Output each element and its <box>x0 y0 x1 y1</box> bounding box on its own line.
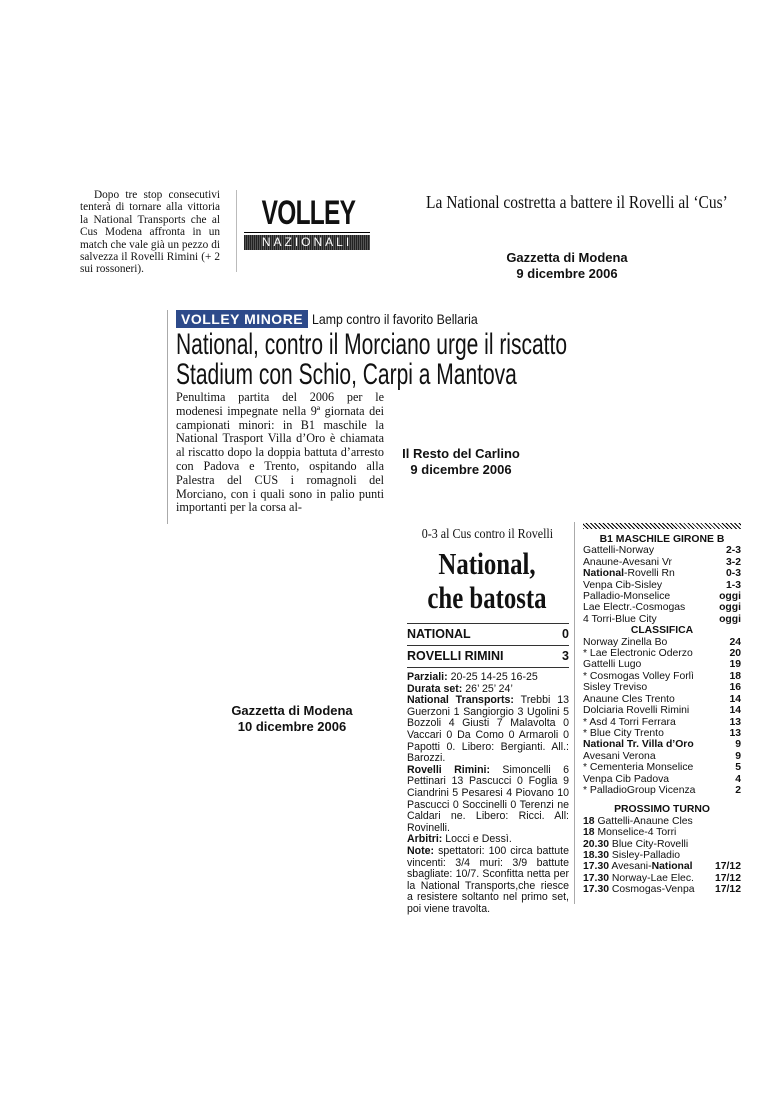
classifica-row <box>583 682 741 693</box>
fixture: 17.30 Avesani-National <box>583 861 693 873</box>
report-parziali: Parziali: 20-25 14-25 16-25 <box>407 671 538 683</box>
source-name: Il Resto del Carlino <box>402 446 520 461</box>
team-points: 9 <box>735 750 741 762</box>
match-name: Venpa Cib-Sisley <box>583 579 663 591</box>
spacer <box>583 796 741 804</box>
classifica-row <box>583 705 741 716</box>
fixture-time: 17.30 <box>583 872 610 884</box>
match-name: National-Rovelli Rn <box>583 568 675 580</box>
fixture-date: 17/12 <box>714 884 741 896</box>
classifica-row <box>583 671 741 682</box>
score-rule <box>407 645 569 646</box>
team-name: NATIONAL <box>407 627 471 641</box>
standings-header: B1 MASCHILE GIRONE B <box>599 534 725 545</box>
article-2-body: Penultima partita del 2006 per le modenesi impegnate nella 9ª giornata dei campionati minori: in B1 maschile la National Trasport Villa d’Oro è chiamata al riscatto dopo la doppia battuta d’arresto con Padova e Trento, ospitando alla Palestra del CUS i romagnoli del Morciano, con i quali sono in palio punti importanti per la corsa al- <box>176 391 384 515</box>
team-points: 5 <box>735 762 741 774</box>
classifica-row <box>583 648 741 659</box>
article-3-kicker <box>404 527 570 543</box>
report-note: Note: spettatori: 100 circa battute vincenti: 3/4 muri: 3/9 battute sbagliate: 10/7. Sconfitta netta per la National Transports,che riesce a resistere soltanto nel primo set, poi viene travolta. <box>407 844 569 915</box>
logo-rule <box>244 232 370 233</box>
classifica-row <box>583 751 741 762</box>
team-points: 18 <box>729 670 741 682</box>
team-points: 19 <box>729 659 741 671</box>
prossimo-list <box>583 816 741 896</box>
classifica-row <box>583 774 741 785</box>
match-result: 2-3 <box>725 545 741 557</box>
article-1-body: Dopo tre stop consecutivi tenterà di tornare alla vittoria la National Transports che al Cus Modena affronta in un match che vale già un pezzo di salvezza il Rovelli Rimini (+ 2 sui rossoneri). <box>80 189 220 276</box>
fixture-row <box>583 861 741 872</box>
match-result: oggi <box>719 613 741 625</box>
fixture: 18 Monselice-4 Torri <box>583 827 677 839</box>
hatched-rule <box>583 523 741 529</box>
article-1-headline: La National costretta a battere il Rovelli al ‘Cus’ <box>426 192 728 212</box>
team-name: Sisley Treviso <box>583 682 648 694</box>
source-caption-1 <box>472 250 662 282</box>
team-name: Norway Zinella Bo <box>583 636 668 648</box>
match-name: 4 Torri-Blue City <box>583 613 657 625</box>
fixture-date: 17/12 <box>714 861 741 873</box>
result-row <box>583 545 741 556</box>
match-result: 0-3 <box>725 568 741 580</box>
result-row <box>583 568 741 579</box>
team-points: 24 <box>729 636 741 648</box>
standings-box <box>583 534 741 896</box>
score-rule <box>407 623 569 624</box>
source-caption-2 <box>386 446 536 478</box>
match-report <box>407 672 569 915</box>
team-points: 4 <box>735 773 741 785</box>
team-name: Anaune Cles Trento <box>583 693 675 705</box>
fixture-time: 17.30 <box>583 861 610 873</box>
report-national: National Transports: Trebbi 13 Guerzoni 1 Sangiorgio 3 Ugolini 5 Bozzoli 4 Giusti 7 Malavolta 0 Vaccari 0 Da Como 0 Armaroli 0 Papotti 0. Libero: Bergianti. All.: Barozzi. <box>407 694 569 765</box>
report-arbitri: Arbitri: Locci e Dessì. <box>407 833 512 846</box>
result-row <box>583 580 741 591</box>
match-name: Lae Electr.-Cosmogas <box>583 602 686 614</box>
fixture-row <box>583 873 741 884</box>
classifica-list <box>583 637 741 797</box>
report-durata: Durata set: 26’ 25’ 24’ <box>407 682 513 695</box>
classifica-row <box>583 739 741 750</box>
match-team-highlight: National <box>583 568 624 580</box>
match-name: Gattelli-Norway <box>583 545 655 557</box>
fixture-row <box>583 884 741 895</box>
fixture-row <box>583 850 741 861</box>
team-points: 20 <box>729 648 741 660</box>
fixture-time: 18 <box>583 815 595 827</box>
match-name: Palladio-Monselice <box>583 591 671 603</box>
fixture-row <box>583 816 741 827</box>
classifica-row <box>583 728 741 739</box>
classifica-row <box>583 785 741 796</box>
result-row <box>583 591 741 602</box>
team-points: 13 <box>729 716 741 728</box>
team-points: 9 <box>735 739 741 751</box>
source-date: 10 dicembre 2006 <box>237 719 347 734</box>
team-name: * Lae Electronic Oderzo <box>583 648 693 660</box>
fixture-time: 17.30 <box>583 884 610 896</box>
classifica-row <box>583 762 741 773</box>
fixture: 18 Gattelli-Anaune Cles <box>583 815 693 827</box>
fixture-time: 18 <box>583 827 595 839</box>
score-rule <box>407 667 569 668</box>
score-row-away <box>407 649 569 663</box>
team-name: * PalladioGroup Vicenza <box>583 784 696 796</box>
team-points: 2 <box>735 784 741 796</box>
team-points: 14 <box>729 705 741 717</box>
logo-nazionali: NAZIONALI <box>244 235 370 250</box>
headline-line-1: National, <box>438 546 536 581</box>
fixture: 18.30 Sisley-Palladio <box>583 849 681 861</box>
source-name: Gazzetta di Modena <box>231 703 353 718</box>
prossimo-header: PROSSIMO TURNO <box>614 804 710 816</box>
fixture-date: 17/12 <box>714 872 741 884</box>
fixture: 20.30 Blue City-Rovelli <box>583 838 689 850</box>
fixture: 17.30 Cosmogas-Venpa <box>583 884 695 896</box>
match-result: oggi <box>719 591 741 603</box>
kicker-text: 0-3 al Cus contro il Rovelli <box>421 527 553 542</box>
volley-nazionali-logo <box>244 196 370 250</box>
article-2-headline-line-1: National, contro il Morciano urge il riscatto <box>176 328 568 361</box>
team-name: * Asd 4 Torri Ferrara <box>583 716 676 728</box>
source-name: Gazzetta di Modena <box>506 250 628 265</box>
results-list <box>583 545 741 625</box>
classifica-row <box>583 694 741 705</box>
column-divider <box>574 522 575 904</box>
article-2-headline-line-2: Stadium con Schio, Carpi a Mantova <box>176 358 517 391</box>
match-name: Anaune-Avesani Vr <box>583 556 672 568</box>
fixture-row <box>583 839 741 850</box>
fixture-time: 18.30 <box>583 849 610 861</box>
fixture-time: 20.30 <box>583 838 610 850</box>
headline-line-2: che batosta <box>427 580 547 615</box>
team-points: 16 <box>729 682 741 694</box>
fixture-row <box>583 827 741 838</box>
result-row <box>583 557 741 568</box>
article-3-headline <box>404 547 570 615</box>
article-2-kicker <box>176 310 500 329</box>
team-score: 0 <box>562 627 569 641</box>
classifica-row <box>583 637 741 648</box>
column-divider <box>167 310 168 524</box>
classifica-row <box>583 659 741 670</box>
team-name: National Tr. Villa d’Oro <box>583 739 694 751</box>
source-caption-3 <box>212 703 372 735</box>
fixture: 17.30 Norway-Lae Elec. <box>583 872 694 884</box>
match-result: 1-3 <box>725 579 741 591</box>
team-score: 3 <box>562 649 569 663</box>
team-name: Dolciaria Rovelli Rimini <box>583 705 690 717</box>
source-date: 9 dicembre 2006 <box>410 462 512 477</box>
team-points: 14 <box>729 693 741 705</box>
result-row <box>583 602 741 613</box>
report-rovelli: Rovelli Rimini: Simoncelli 6 Pettinari 13 Pascucci 0 Foglia 9 Ciandrini 5 Pesaresi 4 Piovano 10 Pascucci 0 Soccinelli 0 Terenzi ne Caldari ne. Libero: Ricci. All: Rovinelli. <box>407 763 569 834</box>
kicker-text: Lamp contro il favorito Bellaria <box>312 311 478 327</box>
classifica-header: CLASSIFICA <box>630 625 694 637</box>
team-name: Avesani Verona <box>583 750 656 762</box>
score-row-home <box>407 627 569 641</box>
team-name: * Cosmogas Volley Forlì <box>583 670 694 682</box>
source-date: 9 dicembre 2006 <box>516 266 618 281</box>
match-result: 3-2 <box>725 556 741 568</box>
team-name: ROVELLI RIMINI <box>407 649 504 663</box>
fixture-team-highlight: National <box>651 861 693 873</box>
logo-volley: VOLLEY <box>261 194 356 232</box>
classifica-row <box>583 717 741 728</box>
team-name: Gattelli Lugo <box>583 659 642 671</box>
section-tag: VOLLEY MINORE <box>176 310 308 328</box>
team-name: Venpa Cib Padova <box>583 773 670 785</box>
match-result: oggi <box>719 602 741 614</box>
column-divider <box>236 190 237 272</box>
team-name: * Cementeria Monselice <box>583 762 694 774</box>
team-points: 13 <box>729 727 741 739</box>
result-row <box>583 614 741 625</box>
team-name: * Blue City Trento <box>583 727 664 739</box>
